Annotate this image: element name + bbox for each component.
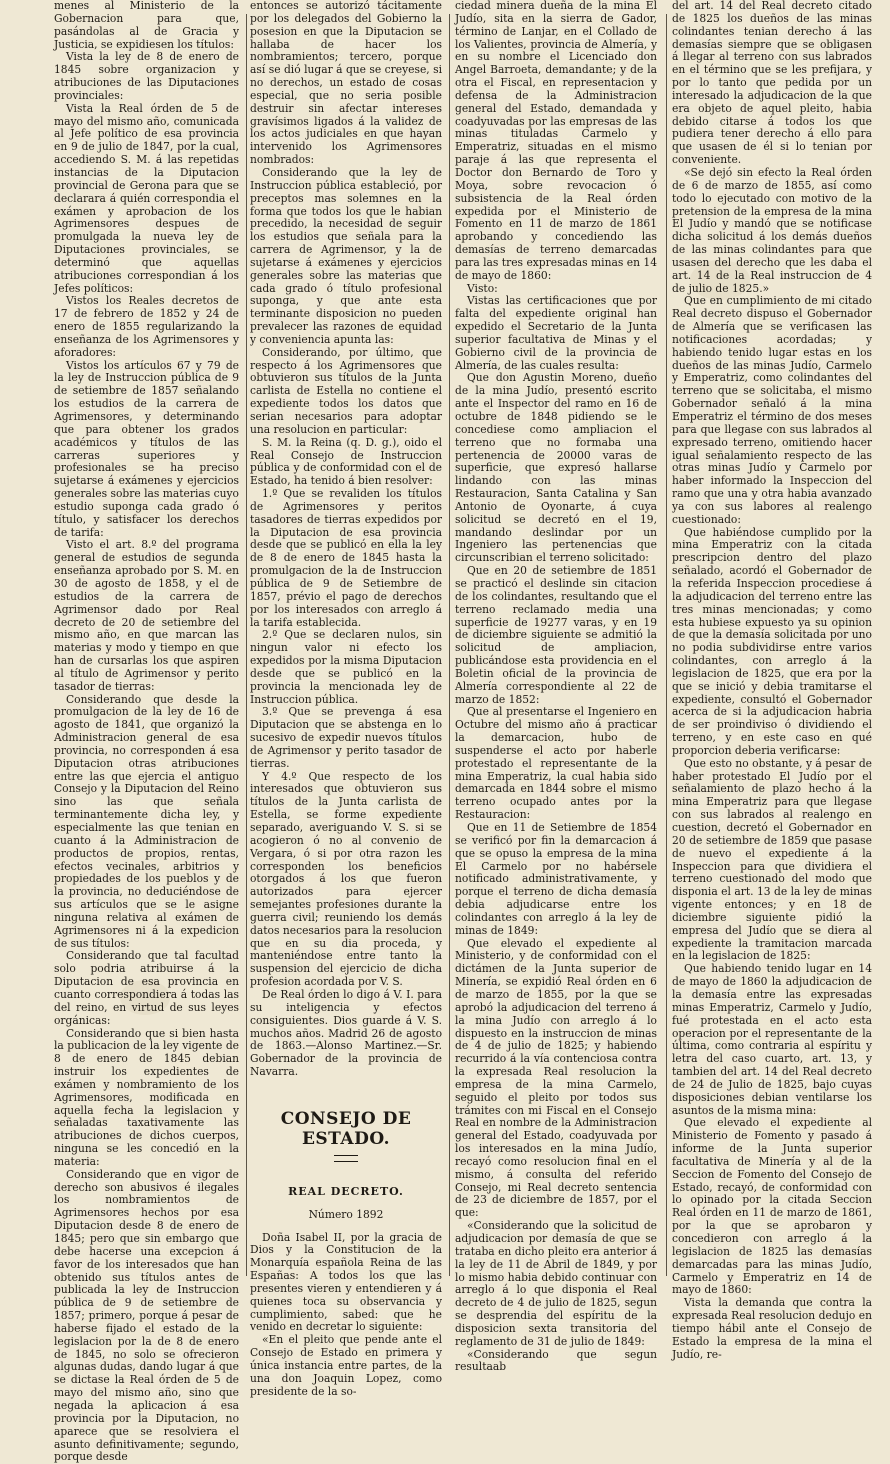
paragraph: Que elevado el expediente al Ministerio, y de conformidad con el dictámen de la Junta superior de Minería, se expidió Real órden en 6 de marzo de 1855, por la que se aprobó la adjudicacion del terreno á la mina Judío con arreglo á lo dispuesto en la instruccion de minas de 4 de julio de 1825; y habiendo recurrido á la vía contenciosa contra la expresada Real resolucion la empresa de la mina Carmelo, seguido el pleito por todos sus trámites con mi Fiscal en el Consejo Real en nombre de la Administracion general del Estado, coadyuvada por los interesados en la mina Judío, recayó como resolucion final en el mismo, á consulta del referido Consejo, mi Real decreto sentencia de 23 de diciembre de 1857, por el que: xyxy=(455,936,657,1220)
paragraph: menes al Ministerio de la Gobernacion para que, pasándolas al de Gracia y Justicia, se expidiesen los títulos: xyxy=(54,0,239,51)
paragraph: Vistos los Reales decretos de 17 de febrero de 1852 y 24 de enero de 1855 regularizando la enseñanza de los Agrimensores y aforadores: xyxy=(54,294,239,359)
paragraph: Que en 11 de Setiembre de 1854 se verificó por fin la demarcacion á que se opuso la empresa de la mina El Carmelo por no habérsele notificado administrativamente, y porque el terreno de dicha demasía debia adjudicarse entre los colindantes con arreglo á la ley de minas de 1849: xyxy=(455,821,657,937)
paragraph: Considerando que desde la promulgacion de la ley de 16 de agosto de 1841, que organizó la Administracion general de esa provincia, no corresponden á esa Diputacion otras atribuciones entre las que ejercia el antiguo Consejo y la Diputacion del Reino sino las que señala terminantemente dicha ley, y especialmente las que tenian en cuanto á la Administracion de productos de propios, rentas, efectos vecinales, arbitrios y propiedades de los pueblos y de la provincia, no deduciéndose de sus artículos que se le asigne ninguna relativa al exámen de Agrimensores ni á la expedicion de sus títulos: xyxy=(54,692,239,950)
paragraph: Vista la Real órden de 5 de mayo del mismo año, comunicada al Jefe político de esa provincia en 9 de julio de 1847, por la cual, accediendo S. M. á las repetidas instancias de la Diputacion provincial de Gerona para que se declarara á quién correspondia el exámen y aprobacion de los Agrimensores despues de promulgada la nueva ley de Diputaciones provinciales, se determinó que aquellas atribuciones correspondian á los Jefes políticos: xyxy=(54,101,239,295)
paragraph: S. M. la Reina (q. D. g.), oido el Real Consejo de Instruccion pública y de conformidad con el de Estado, ha tenido á bien resolver: xyxy=(250,435,442,488)
paragraph: Vista la ley de 8 de enero de 1845 sobre organizacion y atribuciones de las Diputaciones provinciales: xyxy=(54,50,239,102)
section-heading: CONSEJO DE ESTADO. xyxy=(280,1108,412,1149)
paragraph: Que al presentarse el Ingeniero en Octubre del mismo año á practicar la demarcacion, hubo de suspenderse el acto por haberle protestado el representante de la mina Emperatriz, la cual habia sido demarcada en 1844 sobre el mismo terreno ocupado antes por la Restauracion: xyxy=(455,705,657,822)
column-4 xyxy=(672,0,872,1361)
column-2 xyxy=(250,0,442,1398)
decree-title: REAL DECRETO. xyxy=(288,1184,404,1198)
paragraph: entonces se autorizó tácitamente por los delegados del Gobierno la posesion en que la Diputacion se hallaba de hacer los nombramientos; tercero, porque así se dió lugar á que se creyese, si no derechos, un estado de cosas especial, que no seria posible destruir sin afectar intereses gravísimos ligados á la validez de los actos judiciales en que hayan intervenido los Agrimensores nombrados: xyxy=(250,0,442,167)
paragraph: Considerando que la ley de Instruccion pública estableció, por preceptos mas solemnes en la forma que todos los que le habian precedido, la necesidad de seguir los estudios que señala para la carrera de Agrimensor, y la de sujetarse á exámenes y ejercicios generales sobre las materias que cada grado ó título profesional suponga, y que ante esta terminante disposicion no pueden prevalecer las razones de equidad y conveniencia apunta las: xyxy=(250,165,442,346)
paragraph: del art. 14 del Real decreto citado de 1825 los dueños de las minas colindantes tenian derecho á las demasías siempre que se obligasen á llegar al terreno con sus labrados en el término que se les prefijara, y por lo tanto que pedida por un interesado la adjudicacion de la que era objeto de aquel pleito, habia debido citarse á todos los que pudiera tener derecho á ello para que usasen de él si lo tenian por conveniente. xyxy=(672,0,872,167)
paragraph: «En el pleito que pende ante el Consejo de Estado en primera y única instancia entre partes, de la una don Joaquin Lopez, como presidente de la so- xyxy=(250,1333,442,1398)
paragraph: De Real órden lo digo á V. I. para su inteligencia y efectos consiguientes. Dios guarde á V. S. muchos años. Madrid 26 de agosto de 1863.—Alonso Martinez.—Sr. Gobernador de la provincia de Navarra. xyxy=(250,987,442,1079)
paragraph: Que elevado el expediente al Ministerio de Fomento y pasado á informe de la Junta superior facultativa de Minería y al de la Seccion de Fomento del Consejo de Estado, recayó, de conformidad con lo opinado por la citada Seccion Real órden en 11 de marzo de 1861, por la que se aprobaron y concedieron con arreglo á la legislacion de 1825 las demasías demarcadas para las minas Judío, Carmelo y Emperatriz en 14 de mayo de 1860: xyxy=(672,1116,872,1297)
paragraph: Visto: xyxy=(467,281,498,295)
column-1 xyxy=(54,0,239,1464)
paragraph: 1.º Que se revaliden los títulos de Agrimensores y peritos tasadores de tierras expedidos por la Diputacion de esa provincia desde que se publicó en ella la ley de 8 de enero de 1845 hasta la promulgacion de la de Instruccion pública de 9 de Setiembre de 1857, prévio el pago de derechos por los interesados con arreglo á la tarifa establecida. xyxy=(250,487,442,629)
paragraph: Que esto no obstante, y á pesar de haber protestado El Judío por el señalamiento de plazo hecho á la mina Emperatriz para que llegase con sus labrados al realengo en cuestion, decretó el Gobernador en 20 de setiembre de 1859 que pasase de nuevo el expediente á la Inspeccion para que dividiera el terreno cuestionado del modo que disponia el art. 13 de la ley de minas vigente entonces; y en 18 de diciembre siguiente pidió la empresa del Judío que se diera al expediente la tramitacion marcada en la legislacion de 1825: xyxy=(672,756,872,963)
paragraph: 2.º Que se declaren nulos, sin ningun valor ni efecto los expedidos por la misma Diputacion desde que se publicó en la provincia la mencionada ley de Instruccion pública. xyxy=(250,628,442,706)
paragraph: «Se dejó sin efecto la Real órden de 6 de marzo de 1855, así como todo lo ejecutado con motivo de la pretension de la empresa de la mina El Judío y mandó que se notificase dicha solicitud á los demás dueños de las minas colindantes para que usasen del derecho que les daba el art. 14 de la Real instruccion de 4 de julio de 1825.» xyxy=(672,165,872,295)
paragraph: 3.º Que se prevenga á esa Diputacion que se abstenga en lo sucesivo de expedir nuevos títulos de Agrimensor y perito tasador de tierras. xyxy=(250,705,442,770)
paragraph: Doña Isabel II, por la gracia de Dios y la Constitucion de la Monarquía española Reina de las Españas: A todos los que las presentes vieren y entendieren y á quienes toca su observancia y cumplimiento, sabed: que he venido en decretar lo siguiente: xyxy=(250,1230,442,1334)
paragraph: Que en cumplimiento de mi citado Real decreto dispuso el Gobernador de Almería que se verificasen las notificaciones acordadas; y habiendo tenido lugar estas en los dueños de las minas Judío, Carmelo y Emperatriz, como colindantes del terreno que se solicitaba, el mismo Gobernador señaló á la mina Emperatriz el término de dos meses para que llegase con sus labrados al expresado terreno, omitiendo hacer igual señalamiento respecto de las otras minas Judío y Carmelo por haber informado la Inspeccion del ramo que una y otra habia avanzado ya con sus labores al realengo cuestionado: xyxy=(672,294,872,526)
column-divider xyxy=(449,14,450,1276)
paragraph: Vista la demanda que contra la expresada Real resolucion dedujo en tiempo hábil ante el Consejo de Estado la empresa de la mina el Judío, re- xyxy=(672,1296,872,1361)
column-divider xyxy=(666,14,667,1276)
paragraph: Visto el art. 8.º del programa general de estudios de segunda enseñanza aprobado por S. M. en 30 de agosto de 1858, y el de estudios de la carrera de Agrimensor dado por Real decreto de 20 de setiembre del mismo año, en que marcan las materias y modo y tiempo en que han de cursarlas los que aspiren al título de Agrimensor y perito tasador de tierras: xyxy=(54,538,239,693)
paragraph: Considerando que tal facultad solo podria atribuirse á la Diputacion de esa provincia en cuanto correspondiera á todas las del reino, en virtud de sus leyes orgánicas: xyxy=(54,949,239,1027)
paragraph: Que don Agustin Moreno, dueño de la mina Judío, presentó escrito ante el Inspector del ramo en 16 de octubre de 1848 pidiendo se le concediese como ampliacion el terreno que no formaba una pertenencia de 20000 varas de superficie, que expresó hallarse lindando con las minas Restauracion, Santa Catalina y San Antonio de Oyonarte, á cuya solicitud se decretó en el 19, mandando deslindar por un Ingeniero las pertenencias que circunscribian el terreno solicitado: xyxy=(455,371,657,565)
paragraph: Considerando, por último, que respecto á los Agrimensores que obtuvieron sus títulos de la Junta carlista de Estella no contiene el expediente todos los datos que serian necesarios para adoptar una resolucion en particular: xyxy=(250,345,442,436)
decree-number: Número 1892 xyxy=(308,1207,384,1221)
paragraph: Que habiendo tenido lugar en 14 de mayo de 1860 la adjudicacion de la demasía entre las expresadas minas Emperatriz, Carmelo y Judío, fué protestada en el acto esta operacion por el representante de la última, como contraria al espíritu y letra del caso cuarto, art. 13, y tambien del art. 14 del Real decreto de 24 de Julio de 1825, bajo cuyas disposiciones debian ventilarse los asuntos de la misma mina: xyxy=(672,962,872,1117)
paragraph: «Considerando que segun resultaab xyxy=(455,1347,657,1374)
paragraph: Que habiéndose cumplido por la mina Emperatriz con la citada prescripcion dentro del plazo señalado, acordó el Gobernador de la referida Inspeccion procediese á la adjudicacion del terreno entre las tres minas mencionadas; y como esta hubiese expuesto ya su opinion de que la demasía solicitada por uno no podia subdividirse entre varios colindantes, con arreglo á la legislacion de 1825, que era por la que se inició y debia tramitarse el expediente, consultó el Gobernador acerca de si la adjudicacion habria de ser proindiviso ó dividiendo el terreno, y en este caso en qué proporcion deberia verificarse: xyxy=(672,525,872,757)
paragraph: Y 4.º Que respecto de los interesados que obtuvieron sus títulos de la Junta carlista de Estella, se forme expediente separado, averiguando V. S. si se acogieron ó no al convenio de Vergara, ó si por otra razon les corresponden los beneficios otorgados á los que fueron autorizados para ejercer semejantes profesiones durante la guerra civil; reuniendo los demás datos necesarios para la resolucion que en su dia proceda, y manteniéndose entre tanto la suspension del ejercicio de dicha profesion acordada por V. S. xyxy=(250,769,442,989)
paragraph: «Considerando que la solicitud de adjudicacion por demasía de que se trataba en dicho pleito era anterior á la ley de 11 de Abril de 1849, y por lo mismo habia debido continuar con arreglo á lo que disponia el Real decreto de 4 de julio de 1825, segun se desprendia del espíritu de la disposicion sexta transitoria del reglamento de 31 de julio de 1849: xyxy=(455,1219,657,1348)
paragraph: Que en 20 de setiembre de 1851 se practicó el deslinde sin citacion de los colindantes, resultando que el terreno reclamado media una superficie de 19277 varas, y en 19 de diciembre siguiente se admitió la solicitud de ampliacion, publicándose esta providencia en el Boletin oficial de la provincia de Almería correspondiente al 22 de marzo de 1852: xyxy=(455,564,657,706)
column-divider xyxy=(246,14,247,1276)
paragraph: Considerando que en vigor de derecho son abusivos é ilegales los nombramientos de Agrimensores hechos por esa Diputacion desde 8 de enero de 1845; pero que sin embargo que debe hacerse una excepcion á favor de los interesados que han obtenido sus títulos antes de publicada la ley de Instruccion pública de 9 de setiembre de 1857; primero, porque á pesar de haberse fijado el estado de la legislacion por la de 8 de enero de 1845, no solo se ofrecieron algunas dudas, dando lugar á que se dictase la Real órden de 5 de mayo del mismo año, sino que negada la aplicacion á esa provincia por la Diputacion, no aparece que se resolviera el asunto definitivamente; segundo, porque desde xyxy=(54,1167,239,1464)
paragraph: ciedad minera dueña de la mina El Judío, sita en la sierra de Gador, término de Lanjar, en el Collado de los Valientes, provincia de Almería, y en su nombre el Licenciado don Angel Barroeta, demandante; y de la otra el Fiscal, en representacion y defensa de la Administracion general del Estado, demandada y coadyuvadas por las empresas de las minas tituladas Carmelo y Emperatriz, situadas en el mismo paraje á las que representa el Doctor don Bernardo de Toro y Moya, sobre revocacion ó subsistencia de la Real órden expedida por el Ministerio de Fomento en 11 de marzo de 1861 aprobando y concediendo las demasías de terreno demarcadas para las tres expresadas minas en 14 de mayo de 1860: xyxy=(455,0,657,282)
paragraph: Vistas las certificaciones que por falta del expediente original han expedido el Secretario de la Junta superior facultativa de Minas y el Gobierno civil de la provincia de Almería, de las cuales resulta: xyxy=(455,294,657,372)
paragraph: Considerando que si bien hasta la publicacion de la ley vigente de 8 de enero de 1845 debian instruir los expedientes de exámen y nombramiento de los Agrimensores, modificada en aquella fecha la legislacion y señaladas taxativamente las atribuciones de dichos cuerpos, ninguna se les concedió en la materia: xyxy=(54,1026,239,1168)
paragraph: Vistos los artículos 67 y 79 de la ley de Instruccion pública de 9 de setiembre de 1857 señalando los estudios de la carrera de Agrimensores, y determinando que para obtener los grados académicos y títulos de las carreras superiores y profesionales se ha preciso sujetarse á exámenes y ejercicios generales sobre las materias cuyo estudio suponga cada grado ó título, y satisfacer los derechos de tarifa: xyxy=(54,358,239,539)
column-3 xyxy=(455,0,657,1374)
double-rule xyxy=(334,1155,358,1162)
